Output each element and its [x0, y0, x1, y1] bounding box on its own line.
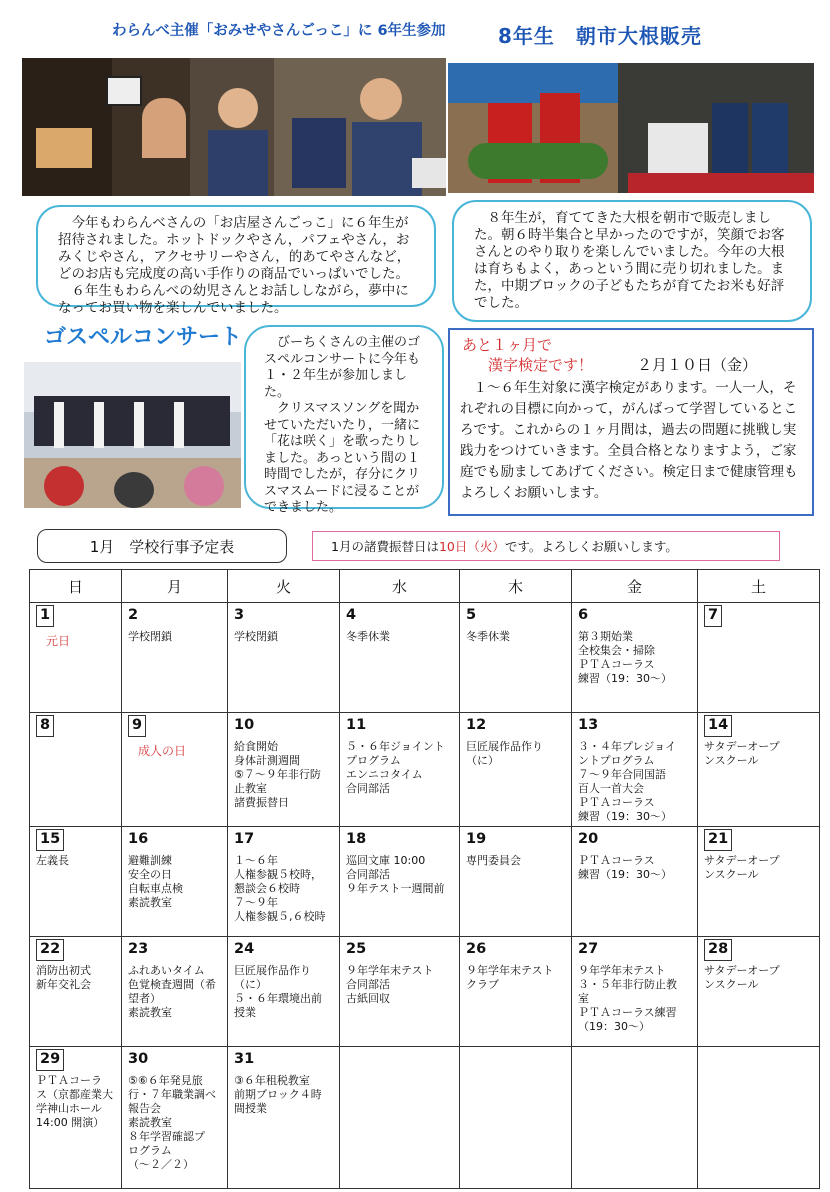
day-number: 6: [578, 607, 589, 623]
day-events: 成人の日: [138, 744, 187, 758]
day-number: 27: [578, 941, 599, 957]
kanji-head-1: あと１ヶ月で: [462, 336, 553, 354]
day-events: ③６年租税教室 前期ブロック４時 間授業: [234, 1074, 322, 1115]
notice-pre: 1月の諸費振替日は: [331, 539, 439, 554]
weekday-header: 月: [122, 570, 228, 603]
day-number: 10: [234, 717, 255, 733]
gospel-bubble: [244, 325, 444, 515]
calendar-day-cell: [698, 1047, 820, 1189]
day-events: ＰＴＡコーラス 練習（19：30～）: [578, 854, 672, 881]
calendar-day-cell: [228, 937, 340, 1047]
calendar-day-cell: [340, 713, 460, 827]
calendar-day-cell: [460, 1047, 572, 1189]
calendar-day-cell: [30, 713, 122, 827]
calendar-day-cell: [122, 1047, 228, 1189]
calendar-day-cell: [460, 713, 572, 827]
day-number: 1: [36, 605, 54, 627]
day-events: サタデーオープ ンスクール: [704, 740, 780, 767]
day-number: 12: [466, 717, 487, 733]
day-events: 学校閉鎖: [234, 630, 278, 643]
day-events: 巨匠展作品作り （に）: [466, 740, 543, 767]
day-number: 26: [466, 941, 487, 957]
calendar-day-cell: [122, 827, 228, 937]
day-number: 17: [234, 831, 255, 847]
calendar-header-row: [30, 570, 820, 603]
day-events: 学校閉鎖: [128, 630, 172, 643]
calendar-day-cell: [122, 603, 228, 713]
calendar-week-row: [30, 603, 820, 713]
warabe-photo: [22, 58, 446, 196]
notice-post: です。よろしくお願いします。: [504, 539, 678, 554]
day-number: 30: [128, 1051, 149, 1067]
day-events: 冬季休業: [346, 630, 390, 643]
calendar-day-cell: [30, 1047, 122, 1189]
day-events: ９年学年末テスト ３・５年非行防止教 室 ＰＴＡコーラス練習 （19：30～）: [578, 964, 677, 1033]
day-events: 給食開始 身体計測週間 ⑤７～９年非行防 止教室 諸費振替日: [234, 740, 321, 809]
day-events: ９年学年末テスト クラブ: [466, 964, 554, 991]
calendar-day-cell: [228, 827, 340, 937]
calendar-week-row: [30, 1047, 820, 1189]
day-events: 冬季休業: [466, 630, 510, 643]
calendar-day-cell: [572, 713, 698, 827]
kanji-head-2: 漢字検定です！: [488, 356, 594, 374]
calendar-day-cell: [460, 827, 572, 937]
day-number: 20: [578, 831, 599, 847]
day-events: 左義長: [36, 854, 69, 867]
warabe-title: わらんべ主催「おみせやさんごっこ」に 6年生参加: [112, 23, 446, 39]
gospel-title: ゴスペルコンサート: [44, 325, 243, 350]
day-number: 18: [346, 831, 367, 847]
day-events: 巡回文庫 10:00 合同部活 ９年テスト一週間前: [346, 854, 445, 895]
day-events: ９年学年末テスト 合同部活 古紙回収: [346, 964, 434, 1005]
day-events: 元日: [46, 634, 71, 648]
day-events: ＰＴＡコーラ ス（京都産業大 学神山ホール 14:00 開演）: [36, 1074, 113, 1129]
day-number: 7: [704, 605, 722, 627]
day-number: 19: [466, 831, 487, 847]
calendar-day-cell: [460, 937, 572, 1047]
day-events: ５・６年ジョイント プログラム エンニコタイム 合同部活: [346, 740, 445, 795]
calendar-week-row: [30, 713, 820, 827]
weekday-header: 木: [460, 570, 572, 603]
day-number: 24: [234, 941, 255, 957]
day-number: 31: [234, 1051, 255, 1067]
day-number: 13: [578, 717, 599, 733]
calendar-day-cell: [572, 1047, 698, 1189]
schedule-title-box: [37, 529, 287, 563]
day-number: 21: [704, 829, 732, 851]
calendar-day-cell: [698, 827, 820, 937]
day-number: 2: [128, 607, 139, 623]
day-events: ふれあいタイム 色覚検査週間（希 望者） 素読教室: [128, 964, 216, 1019]
calendar-day-cell: [340, 1047, 460, 1189]
calendar-day-cell: [572, 937, 698, 1047]
calendar-day-cell: [122, 713, 228, 827]
day-number: 15: [36, 829, 64, 851]
day-number: 5: [466, 607, 477, 623]
calendar-week-row: [30, 827, 820, 937]
kanji-box: [448, 328, 814, 516]
notice-date: 10日（火）: [438, 539, 505, 554]
gospel-photo: [24, 362, 241, 508]
day-number: 14: [704, 715, 732, 737]
warabe-text-2: ６年生もわらんべの幼児さんとお話ししながら，夢中になってお買い物を楽しんでいました。: [58, 283, 409, 316]
calendar-day-cell: [698, 603, 820, 713]
day-number: 25: [346, 941, 367, 957]
day-number: 22: [36, 939, 64, 961]
kanji-text: １～６年生対象に漢字検定があります。一人一人，それぞれの目標に向かって，がんばって学習しているところです。これからの１ヶ月間は，過去の問題に挑戦し実践力をつけていきます。全員合格となりますよう，ご家庭でも励ましてあげてください。検定日まで健康管理もよろしくお願いします。: [460, 380, 798, 501]
day-number: 3: [234, 607, 245, 623]
calendar-day-cell: [572, 603, 698, 713]
day-number: 9: [128, 715, 146, 737]
day-events: ３・４年プレジョイ ントプログラム ７～９年合同国語 百人一首大会 ＰＴＡコーラス 練習（19：30～）: [578, 740, 677, 823]
day-events: ⑤⑥６年発見旅 行・７年職業調べ 報告会 素読教室 ８年学習確認プ ログラム （～２／２）: [128, 1074, 216, 1171]
calendar-day-cell: [460, 603, 572, 713]
weekday-header: 金: [572, 570, 698, 603]
calendar-day-cell: [30, 603, 122, 713]
day-events: サタデーオープ ンスクール: [704, 964, 780, 991]
day-number: 8: [36, 715, 54, 737]
asaichi-bubble: [452, 200, 812, 322]
calendar-day-cell: [698, 937, 820, 1047]
day-events: サタデーオープ ンスクール: [704, 854, 780, 881]
asaichi-text: ８年生が，育ててきた大根を朝市で販売しました。朝６時半集合と早かったのですが，笑顔でお客さんとのやり取りを楽しんでいました。今年の大根は育ちもよく，あっという間に売り切れました。また，中期ブロックの子どもたちが育てたお米も好評でした。: [474, 210, 785, 311]
calendar-day-cell: [30, 937, 122, 1047]
day-number: [704, 1049, 814, 1071]
calendar-table: [29, 569, 820, 1189]
gospel-text-2: クリスマスソングを聞かせていただいたり，一緒に「花は咲く」を歌ったりしました。あっという間の１時間でしたが，存分にクリスマスムードに浸ることができました。: [264, 401, 421, 515]
calendar-day-cell: [228, 603, 340, 713]
day-number: [346, 1049, 454, 1071]
calendar-week-row: [30, 937, 820, 1047]
day-events: 第３期始業 全校集会・掃除 ＰＴＡコーラス 練習（19：30～）: [578, 630, 672, 685]
weekday-header: 水: [340, 570, 460, 603]
calendar-day-cell: [572, 827, 698, 937]
calendar-day-cell: [228, 1047, 340, 1189]
day-number: 23: [128, 941, 149, 957]
payment-notice: [312, 531, 780, 561]
calendar-day-cell: [228, 713, 340, 827]
calendar-day-cell: [30, 827, 122, 937]
warabe-text: 今年もわらんべさんの「お店屋さんごっこ」に６年生が招待されました。ホットドックやさん，パフェやさん，おみくじやさん，アクセサリーやさん，的あてやさんなど，どのお店も完成度の高い手作りの商品でいっぱいでした。: [58, 215, 411, 282]
day-number: 4: [346, 607, 357, 623]
day-events: 避難訓練 安全の日 自転車点検 素読教室: [128, 854, 183, 909]
day-number: 29: [36, 1049, 64, 1071]
asaichi-photo: [448, 63, 814, 193]
day-number: [466, 1049, 566, 1071]
weekday-header: 火: [228, 570, 340, 603]
day-events: 消防出初式 新年交礼会: [36, 964, 91, 991]
weekday-header: 日: [30, 570, 122, 603]
asaichi-title: 8年生 朝市大根販売: [498, 24, 702, 48]
day-number: [578, 1049, 692, 1071]
calendar-day-cell: [340, 827, 460, 937]
day-events: 専門委員会: [466, 854, 521, 867]
gospel-text: びーちくさんの主催のゴスペルコンサートに今年も１・２年生が参加しました。: [264, 335, 421, 400]
kanji-date: ２月１０日（金）: [637, 356, 758, 374]
day-events: 巨匠展作品作り （に） ５・６年環境出前 授業: [234, 964, 322, 1019]
day-number: 28: [704, 939, 732, 961]
calendar-day-cell: [122, 937, 228, 1047]
weekday-header: 土: [698, 570, 820, 603]
schedule-title: 1月 学校行事予定表: [89, 537, 235, 556]
calendar-day-cell: [340, 937, 460, 1047]
calendar-day-cell: [698, 713, 820, 827]
calendar-day-cell: [340, 603, 460, 713]
warabe-bubble: [36, 205, 436, 316]
day-events: １～６年 人権参観５校時， 懇談会６校時 ７～９年 人権参観５,６校時: [234, 854, 326, 923]
day-number: 16: [128, 831, 149, 847]
day-number: 11: [346, 717, 367, 733]
